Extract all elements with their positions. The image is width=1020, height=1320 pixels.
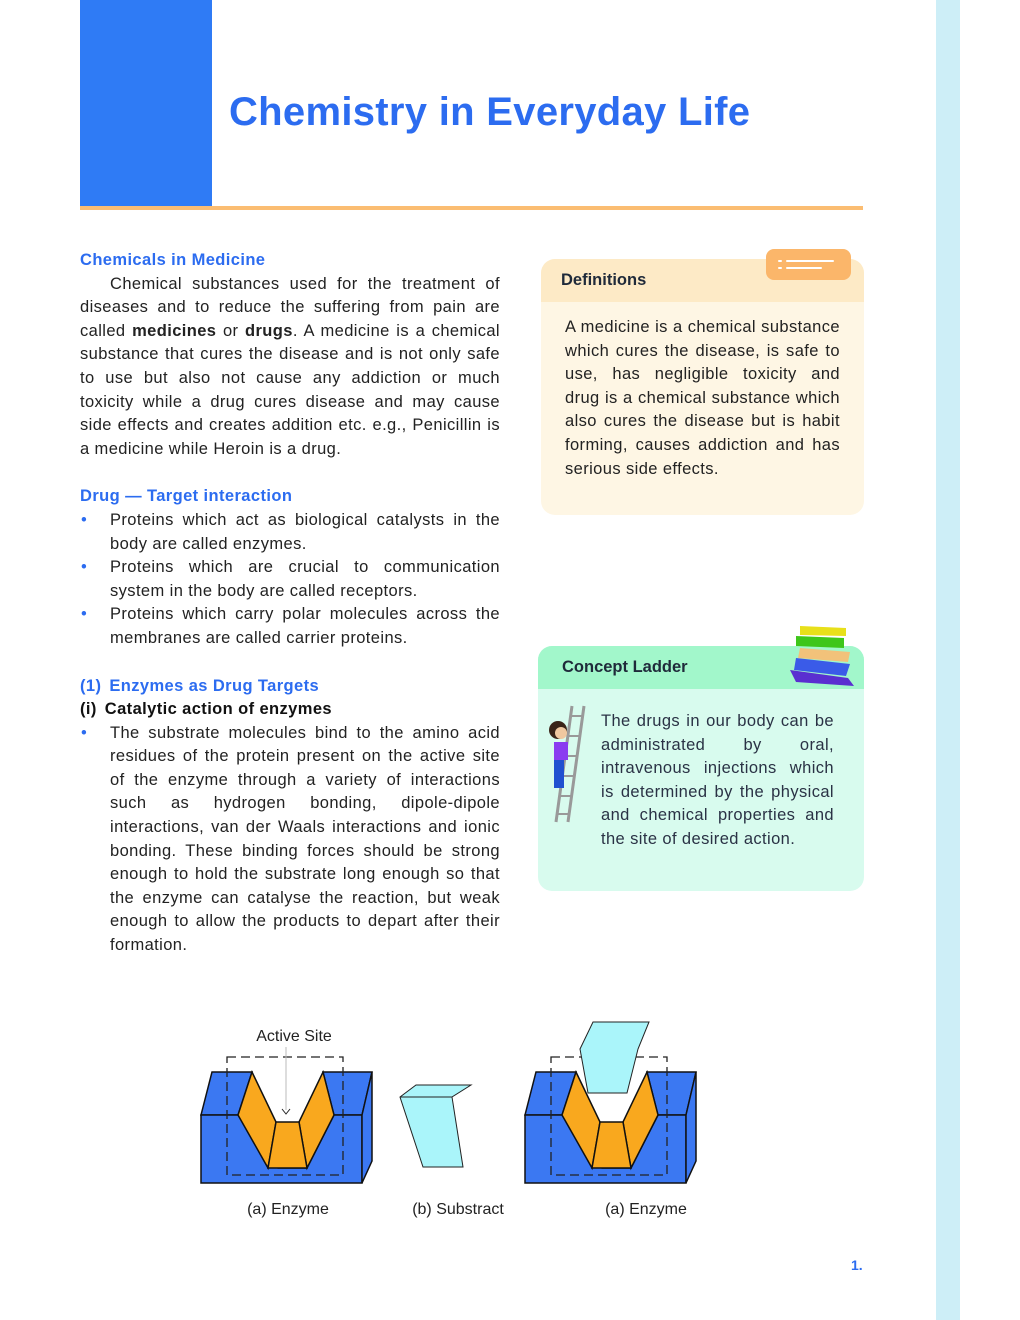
- substrate: [400, 1085, 471, 1167]
- concept-ladder-box: [538, 646, 864, 891]
- text: or: [216, 321, 245, 340]
- definitions-box: [541, 259, 864, 515]
- section-title: Enzymes as Drug Targets: [109, 676, 320, 695]
- list-item: • Proteins which carry polar molecules across the membranes are called carrier proteins.: [81, 605, 500, 647]
- page-title: Chemistry in Everyday Life: [229, 90, 751, 134]
- label-substrate: (b) Substract: [412, 1201, 504, 1218]
- list-item-text: Proteins which are crucial to communication system in the body are called receptors.: [110, 558, 500, 600]
- text: Chemical substances used for the treatment of diseases and to reduce the suffering from pain are called: [80, 274, 500, 340]
- list-item: • The substrate molecules bind to the amino acid residues of the protein present on the active site of the enzyme through a variety of interactions such as hydrogen bonding, dipole-dipole interactions, van der Waals interactions and ionic bonding. These binding forces should be strong enough to hold the substrate long enough so that the enzyme can catalyse the reaction, but weak enough to allow the products to depart after their formation.: [81, 723, 500, 955]
- section-number: (1): [80, 676, 102, 695]
- term-drugs: drugs: [244, 321, 293, 340]
- label-enzyme-a: (a) Enzyme: [247, 1201, 329, 1218]
- medicine-paragraph: [80, 273, 500, 462]
- header-divider: [80, 206, 863, 210]
- page-number: 1.: [851, 1257, 863, 1273]
- text: . A medicine is a chemical substance that cures the disease and is not only safe to use but also not cause any addiction or much toxicity while a drug cures disease and may cause side effects and creates addition etc. e.g., Penicillin is a medicine while Heroin is a drug.: [80, 321, 500, 458]
- ladder-girl-icon: [546, 702, 590, 826]
- subheading-catalytic: [80, 698, 500, 722]
- list-item-text: Proteins which carry polar molecules across the membranes are called carrier proteins.: [110, 605, 500, 647]
- header-color-block: [80, 0, 212, 206]
- enzyme-list: [80, 722, 500, 958]
- list-item: • Proteins which are crucial to communication system in the body are called receptors.: [81, 558, 500, 600]
- sub-title: Catalytic action of enzymes: [104, 700, 332, 719]
- drug-target-list: [80, 509, 500, 651]
- main-column: [80, 249, 500, 958]
- concept-ladder-text: The drugs in our body can be administrated by oral, intravenous injections which is determined by the physical and chemical properties and the site of desired action.: [601, 712, 834, 848]
- active-site-label: Active Site: [256, 1028, 332, 1045]
- term-medicines: medicines: [132, 321, 217, 340]
- section-heading-medicine: Chemicals in Medicine: [80, 251, 266, 269]
- list-item-text: The substrate molecules bind to the amino acid residues of the protein present on the active site of the enzyme through a variety of interactions such as hydrogen bonding, dipole-dipole interactions, van der Waals interactions and ionic bonding. These binding forces should be strong enough to hold the substrate long enough so that the enzyme can catalyse the reaction, but weak enough to allow the products to depart after their formation.: [110, 723, 500, 955]
- enzyme-c: [525, 1022, 696, 1183]
- definitions-title: Definitions: [541, 259, 864, 302]
- list-item-text: Proteins which act as biological catalysts in the body are called enzymes.: [110, 510, 500, 553]
- enzyme-substrate-diagram: [190, 1015, 760, 1225]
- section-heading-enzymes: [80, 675, 500, 699]
- section-heading-drug-target: Drug — Target interaction: [80, 487, 293, 506]
- list-item: • Proteins which act as biological catalysts in the body are called enzymes.: [81, 510, 500, 553]
- side-strip: [936, 0, 960, 1320]
- books-icon: [788, 626, 860, 690]
- concept-ladder-title: Concept Ladder: [538, 646, 864, 689]
- definitions-text: A medicine is a chemical substance which cures the disease, is safe to use, has negligible toxicity and drug is a chemical substance which also cures the disease but is habit forming, causes addiction and has serious side effects.: [565, 318, 840, 478]
- label-enzyme-c: (a) Enzyme: [605, 1201, 687, 1218]
- sub-number: (i): [80, 700, 97, 719]
- notes-icon: [766, 249, 851, 280]
